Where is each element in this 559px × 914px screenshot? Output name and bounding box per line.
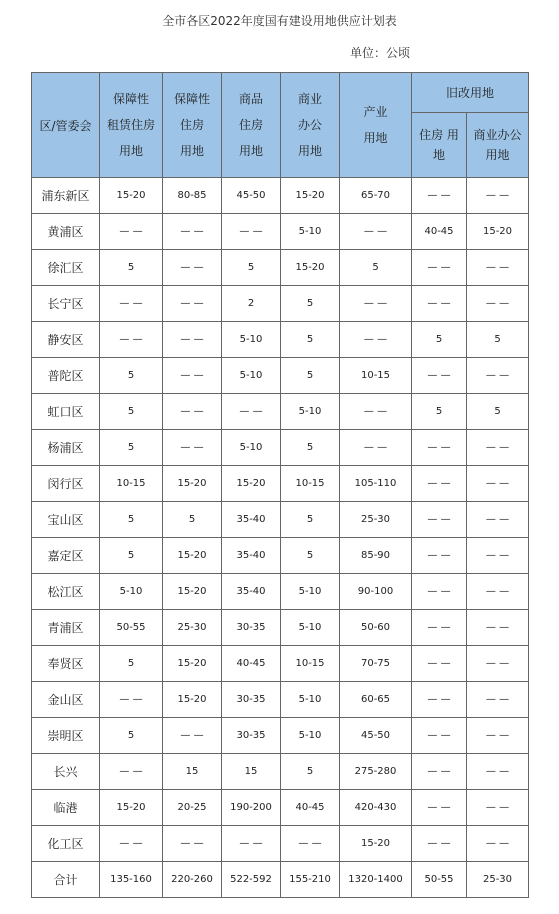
value-cell: — — (222, 394, 281, 430)
value-cell: 5 (100, 538, 163, 574)
value-cell: — — (467, 754, 529, 790)
value-cell: — — (467, 682, 529, 718)
value-cell: 5-10 (281, 574, 340, 610)
value-cell: — — (412, 466, 467, 502)
value-cell: 50-55 (100, 610, 163, 646)
table-row (32, 394, 529, 430)
value-cell: 5-10 (222, 430, 281, 466)
value-cell: 5 (340, 250, 412, 286)
value-cell: 15-20 (281, 178, 340, 214)
value-cell: 5 (100, 646, 163, 682)
value-cell: — — (412, 754, 467, 790)
value-cell: 5 (222, 250, 281, 286)
district-name-cell: 崇明区 (32, 718, 100, 754)
header-renovation: 旧改用地 (412, 73, 529, 113)
value-cell: 5-10 (281, 610, 340, 646)
table-row (32, 538, 529, 574)
value-cell: — — (467, 718, 529, 754)
unit-label: 单位：公顷 (350, 46, 411, 60)
value-cell: — — (222, 214, 281, 250)
value-cell: 25-30 (467, 862, 529, 898)
header-commercial-office: 商业 办公 用地 (281, 73, 340, 178)
value-cell: — — (340, 430, 412, 466)
value-cell: — — (412, 358, 467, 394)
value-cell: 5 (467, 322, 529, 358)
district-name-cell: 金山区 (32, 682, 100, 718)
value-cell: 5 (412, 322, 467, 358)
value-cell: — — (467, 610, 529, 646)
value-cell: 40-45 (412, 214, 467, 250)
value-cell: — — (163, 214, 222, 250)
value-cell: 15-20 (340, 826, 412, 862)
value-cell: 40-45 (222, 646, 281, 682)
value-cell: — — (412, 286, 467, 322)
value-cell: 105-110 (340, 466, 412, 502)
header-rental-housing: 保障性 租赁住房 用地 (100, 73, 163, 178)
value-cell: — — (163, 286, 222, 322)
district-name-cell: 浦东新区 (32, 178, 100, 214)
district-name-cell: 徐汇区 (32, 250, 100, 286)
table-row (32, 502, 529, 538)
value-cell: 135-160 (100, 862, 163, 898)
table-row (32, 862, 529, 898)
table-body (32, 178, 529, 898)
table-row (32, 358, 529, 394)
value-cell: 15 (222, 754, 281, 790)
table-row (32, 682, 529, 718)
table-row (32, 430, 529, 466)
value-cell: 5 (412, 394, 467, 430)
value-cell: — — (467, 646, 529, 682)
value-cell: 35-40 (222, 574, 281, 610)
value-cell: 65-70 (340, 178, 412, 214)
header-renovation-housing: 住房 用 地 (412, 113, 467, 178)
value-cell: 5 (281, 502, 340, 538)
value-cell: 15-20 (163, 538, 222, 574)
table-row (32, 610, 529, 646)
value-cell: 5 (467, 394, 529, 430)
district-name-cell: 青浦区 (32, 610, 100, 646)
value-cell: — — (222, 826, 281, 862)
value-cell: — — (412, 826, 467, 862)
value-cell: 10-15 (100, 466, 163, 502)
value-cell: — — (163, 718, 222, 754)
district-name-cell: 松江区 (32, 574, 100, 610)
value-cell: 5 (100, 250, 163, 286)
value-cell: — — (467, 178, 529, 214)
value-cell: 5-10 (281, 214, 340, 250)
district-name-cell: 临港 (32, 790, 100, 826)
value-cell: — — (467, 286, 529, 322)
value-cell: — — (412, 790, 467, 826)
value-cell: — — (467, 358, 529, 394)
value-cell: 15-20 (222, 466, 281, 502)
value-cell: 30-35 (222, 718, 281, 754)
table-row (32, 286, 529, 322)
value-cell: 15-20 (100, 790, 163, 826)
value-cell: — — (412, 430, 467, 466)
value-cell: 15-20 (467, 214, 529, 250)
value-cell: — — (100, 754, 163, 790)
value-cell: — — (100, 286, 163, 322)
value-cell: — — (163, 430, 222, 466)
district-name-cell: 静安区 (32, 322, 100, 358)
value-cell: 5 (281, 358, 340, 394)
value-cell: 45-50 (340, 718, 412, 754)
value-cell: 5-10 (100, 574, 163, 610)
value-cell: — — (163, 394, 222, 430)
value-cell: — — (412, 538, 467, 574)
value-cell: — — (163, 826, 222, 862)
district-name-cell: 合计 (32, 862, 100, 898)
value-cell: — — (412, 574, 467, 610)
table-row (32, 754, 529, 790)
district-name-cell: 化工区 (32, 826, 100, 862)
value-cell: 15-20 (281, 250, 340, 286)
page-title: 全市各区2022年度国有建设用地供应计划表 (162, 14, 397, 28)
value-cell: 40-45 (281, 790, 340, 826)
value-cell: — — (467, 574, 529, 610)
value-cell: 5 (281, 754, 340, 790)
value-cell: 5 (281, 322, 340, 358)
table-row (32, 322, 529, 358)
value-cell: — — (340, 394, 412, 430)
district-name-cell: 黄浦区 (32, 214, 100, 250)
value-cell: 10-15 (340, 358, 412, 394)
value-cell: 155-210 (281, 862, 340, 898)
value-cell: — — (412, 178, 467, 214)
value-cell: 80-85 (163, 178, 222, 214)
district-name-cell: 长兴 (32, 754, 100, 790)
table-row (32, 574, 529, 610)
table-row (32, 466, 529, 502)
value-cell: — — (467, 250, 529, 286)
value-cell: — — (412, 502, 467, 538)
value-cell: 15-20 (163, 682, 222, 718)
value-cell: 5 (100, 394, 163, 430)
value-cell: — — (100, 214, 163, 250)
value-cell: 15-20 (163, 466, 222, 502)
table-row (32, 718, 529, 754)
header-affordable-housing: 保障性 住房 用地 (163, 73, 222, 178)
value-cell: 522-592 (222, 862, 281, 898)
value-cell: — — (412, 610, 467, 646)
header-district: 区/管委会 (32, 73, 100, 178)
table-row (32, 790, 529, 826)
value-cell: 5 (100, 502, 163, 538)
value-cell: 5-10 (281, 682, 340, 718)
district-name-cell: 宝山区 (32, 502, 100, 538)
value-cell: — — (163, 322, 222, 358)
value-cell: 190-200 (222, 790, 281, 826)
value-cell: 5 (281, 430, 340, 466)
district-name-cell: 奉贤区 (32, 646, 100, 682)
value-cell: 15-20 (163, 646, 222, 682)
land-supply-table (31, 72, 529, 898)
value-cell: — — (412, 250, 467, 286)
value-cell: 5 (100, 430, 163, 466)
value-cell: 25-30 (340, 502, 412, 538)
table-row (32, 178, 529, 214)
value-cell: — — (412, 646, 467, 682)
value-cell: 30-35 (222, 610, 281, 646)
value-cell: — — (340, 322, 412, 358)
value-cell: 50-60 (340, 610, 412, 646)
district-name-cell: 杨浦区 (32, 430, 100, 466)
value-cell: 5-10 (281, 394, 340, 430)
value-cell: — — (163, 250, 222, 286)
table-row (32, 250, 529, 286)
value-cell: — — (467, 826, 529, 862)
value-cell: 5 (100, 358, 163, 394)
value-cell: 5 (281, 538, 340, 574)
value-cell: 85-90 (340, 538, 412, 574)
value-cell: 220-260 (163, 862, 222, 898)
value-cell: — — (412, 682, 467, 718)
value-cell: 35-40 (222, 502, 281, 538)
value-cell: 5 (163, 502, 222, 538)
value-cell: 5-10 (222, 358, 281, 394)
value-cell: — — (467, 430, 529, 466)
value-cell: 35-40 (222, 538, 281, 574)
value-cell: — — (467, 466, 529, 502)
value-cell: — — (412, 718, 467, 754)
value-cell: 275-280 (340, 754, 412, 790)
value-cell: 90-100 (340, 574, 412, 610)
value-cell: 5-10 (222, 322, 281, 358)
value-cell: — — (100, 826, 163, 862)
district-name-cell: 普陀区 (32, 358, 100, 394)
value-cell: — — (163, 358, 222, 394)
header-commercial-housing: 商品 住房 用地 (222, 73, 281, 178)
value-cell: 2 (222, 286, 281, 322)
value-cell: — — (340, 286, 412, 322)
value-cell: 45-50 (222, 178, 281, 214)
table-row (32, 826, 529, 862)
value-cell: 10-15 (281, 646, 340, 682)
header-renovation-office: 商业办公 用地 (467, 113, 529, 178)
value-cell: 5 (281, 286, 340, 322)
value-cell: 5 (100, 718, 163, 754)
value-cell: 420-430 (340, 790, 412, 826)
district-name-cell: 长宁区 (32, 286, 100, 322)
table-row (32, 214, 529, 250)
district-name-cell: 闵行区 (32, 466, 100, 502)
value-cell: 15 (163, 754, 222, 790)
value-cell: 10-15 (281, 466, 340, 502)
value-cell: 50-55 (412, 862, 467, 898)
district-name-cell: 嘉定区 (32, 538, 100, 574)
value-cell: 60-65 (340, 682, 412, 718)
value-cell: 30-35 (222, 682, 281, 718)
value-cell: 70-75 (340, 646, 412, 682)
value-cell: 15-20 (163, 574, 222, 610)
district-name-cell: 虹口区 (32, 394, 100, 430)
value-cell: — — (340, 214, 412, 250)
value-cell: 20-25 (163, 790, 222, 826)
header-industrial: 产业 用地 (340, 73, 412, 178)
value-cell: 1320-1400 (340, 862, 412, 898)
value-cell: — — (467, 538, 529, 574)
value-cell: — — (100, 682, 163, 718)
value-cell: — — (467, 502, 529, 538)
value-cell: — — (281, 826, 340, 862)
value-cell: 15-20 (100, 178, 163, 214)
value-cell: — — (467, 790, 529, 826)
value-cell: 25-30 (163, 610, 222, 646)
value-cell: — — (100, 322, 163, 358)
table-row (32, 646, 529, 682)
value-cell: 5-10 (281, 718, 340, 754)
